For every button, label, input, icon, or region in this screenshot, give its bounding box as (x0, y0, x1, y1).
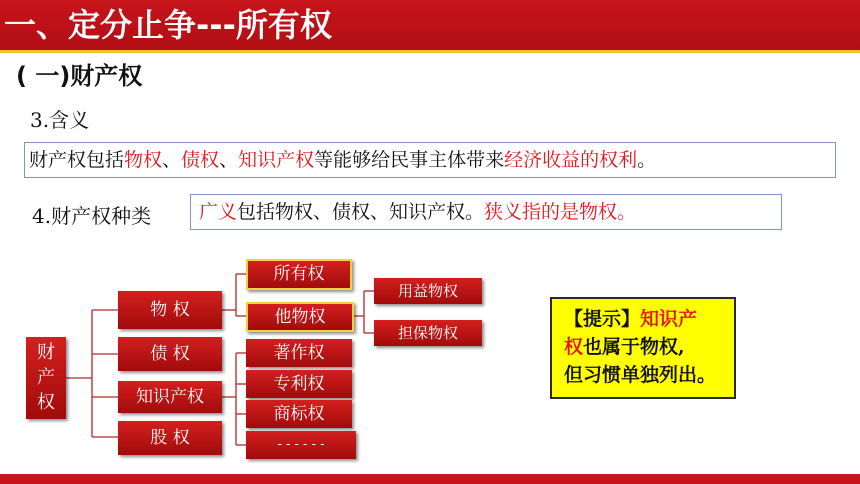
hint-red-2: 权 (564, 336, 584, 358)
node-shangbiaoquan: 商标权 (246, 400, 352, 428)
types-broad: 广义 (199, 201, 238, 223)
node-wuquan: 物 权 (118, 291, 222, 329)
def-period: 。 (637, 149, 657, 171)
def-text-2: 等能够给民事主体带来 (314, 149, 505, 171)
def-economic-rights: 经济收益的权利 (504, 149, 638, 171)
node-suoyouquan: 所有权 (246, 259, 352, 290)
node-zhaiquan: 债 权 (118, 337, 222, 371)
root-char-2: 产 (37, 367, 55, 388)
hint-bracket: 【提示】 (564, 308, 641, 330)
hint-box (550, 297, 736, 399)
def-zhishichanquan: 知识产权 (238, 149, 315, 171)
hint-line-3: 但习惯单独列出。 (564, 364, 717, 386)
page-title: 一、定分止争---所有权 (4, 6, 332, 44)
node-zhishichanquan: 知识产权 (118, 381, 222, 413)
def-wuquan: 物权 (124, 149, 163, 171)
hint-red-1: 知识产 (640, 308, 698, 330)
types-broad-text: 包括物权、债权、知识产权。 (237, 201, 485, 223)
node-yongyiwuquan: 用益物权 (374, 278, 482, 304)
section-heading: ( 一)财产权 (16, 62, 143, 90)
node-ellipsis: - - - - - - (246, 431, 356, 459)
def-zhaiquan: 债权 (181, 149, 220, 171)
hint-line-2 (564, 333, 734, 361)
tree-root-caichanquan (26, 337, 66, 419)
hint-line-1 (564, 305, 734, 333)
node-zhuanliquan: 专利权 (246, 370, 352, 398)
footer-bar (0, 474, 860, 484)
meaning-label: 3.含义 (30, 108, 90, 132)
hint-rest-1: 也属于物权, (583, 336, 685, 358)
node-guquan: 股 权 (118, 421, 222, 455)
types-narrow: 狭义指的是物权。 (484, 201, 637, 223)
def-sep-1: 、 (162, 149, 182, 171)
def-sep-2: 、 (219, 149, 239, 171)
types-label: 4.财产权种类 (32, 204, 152, 228)
root-char-3: 权 (37, 392, 55, 413)
node-danbaowuquan: 担保物权 (374, 320, 482, 346)
root-char-1: 财 (37, 342, 55, 363)
node-tawuquan: 他物权 (246, 302, 354, 332)
def-text-1: 财产权包括 (29, 149, 125, 171)
node-zhuzuoquan: 著作权 (246, 339, 352, 367)
